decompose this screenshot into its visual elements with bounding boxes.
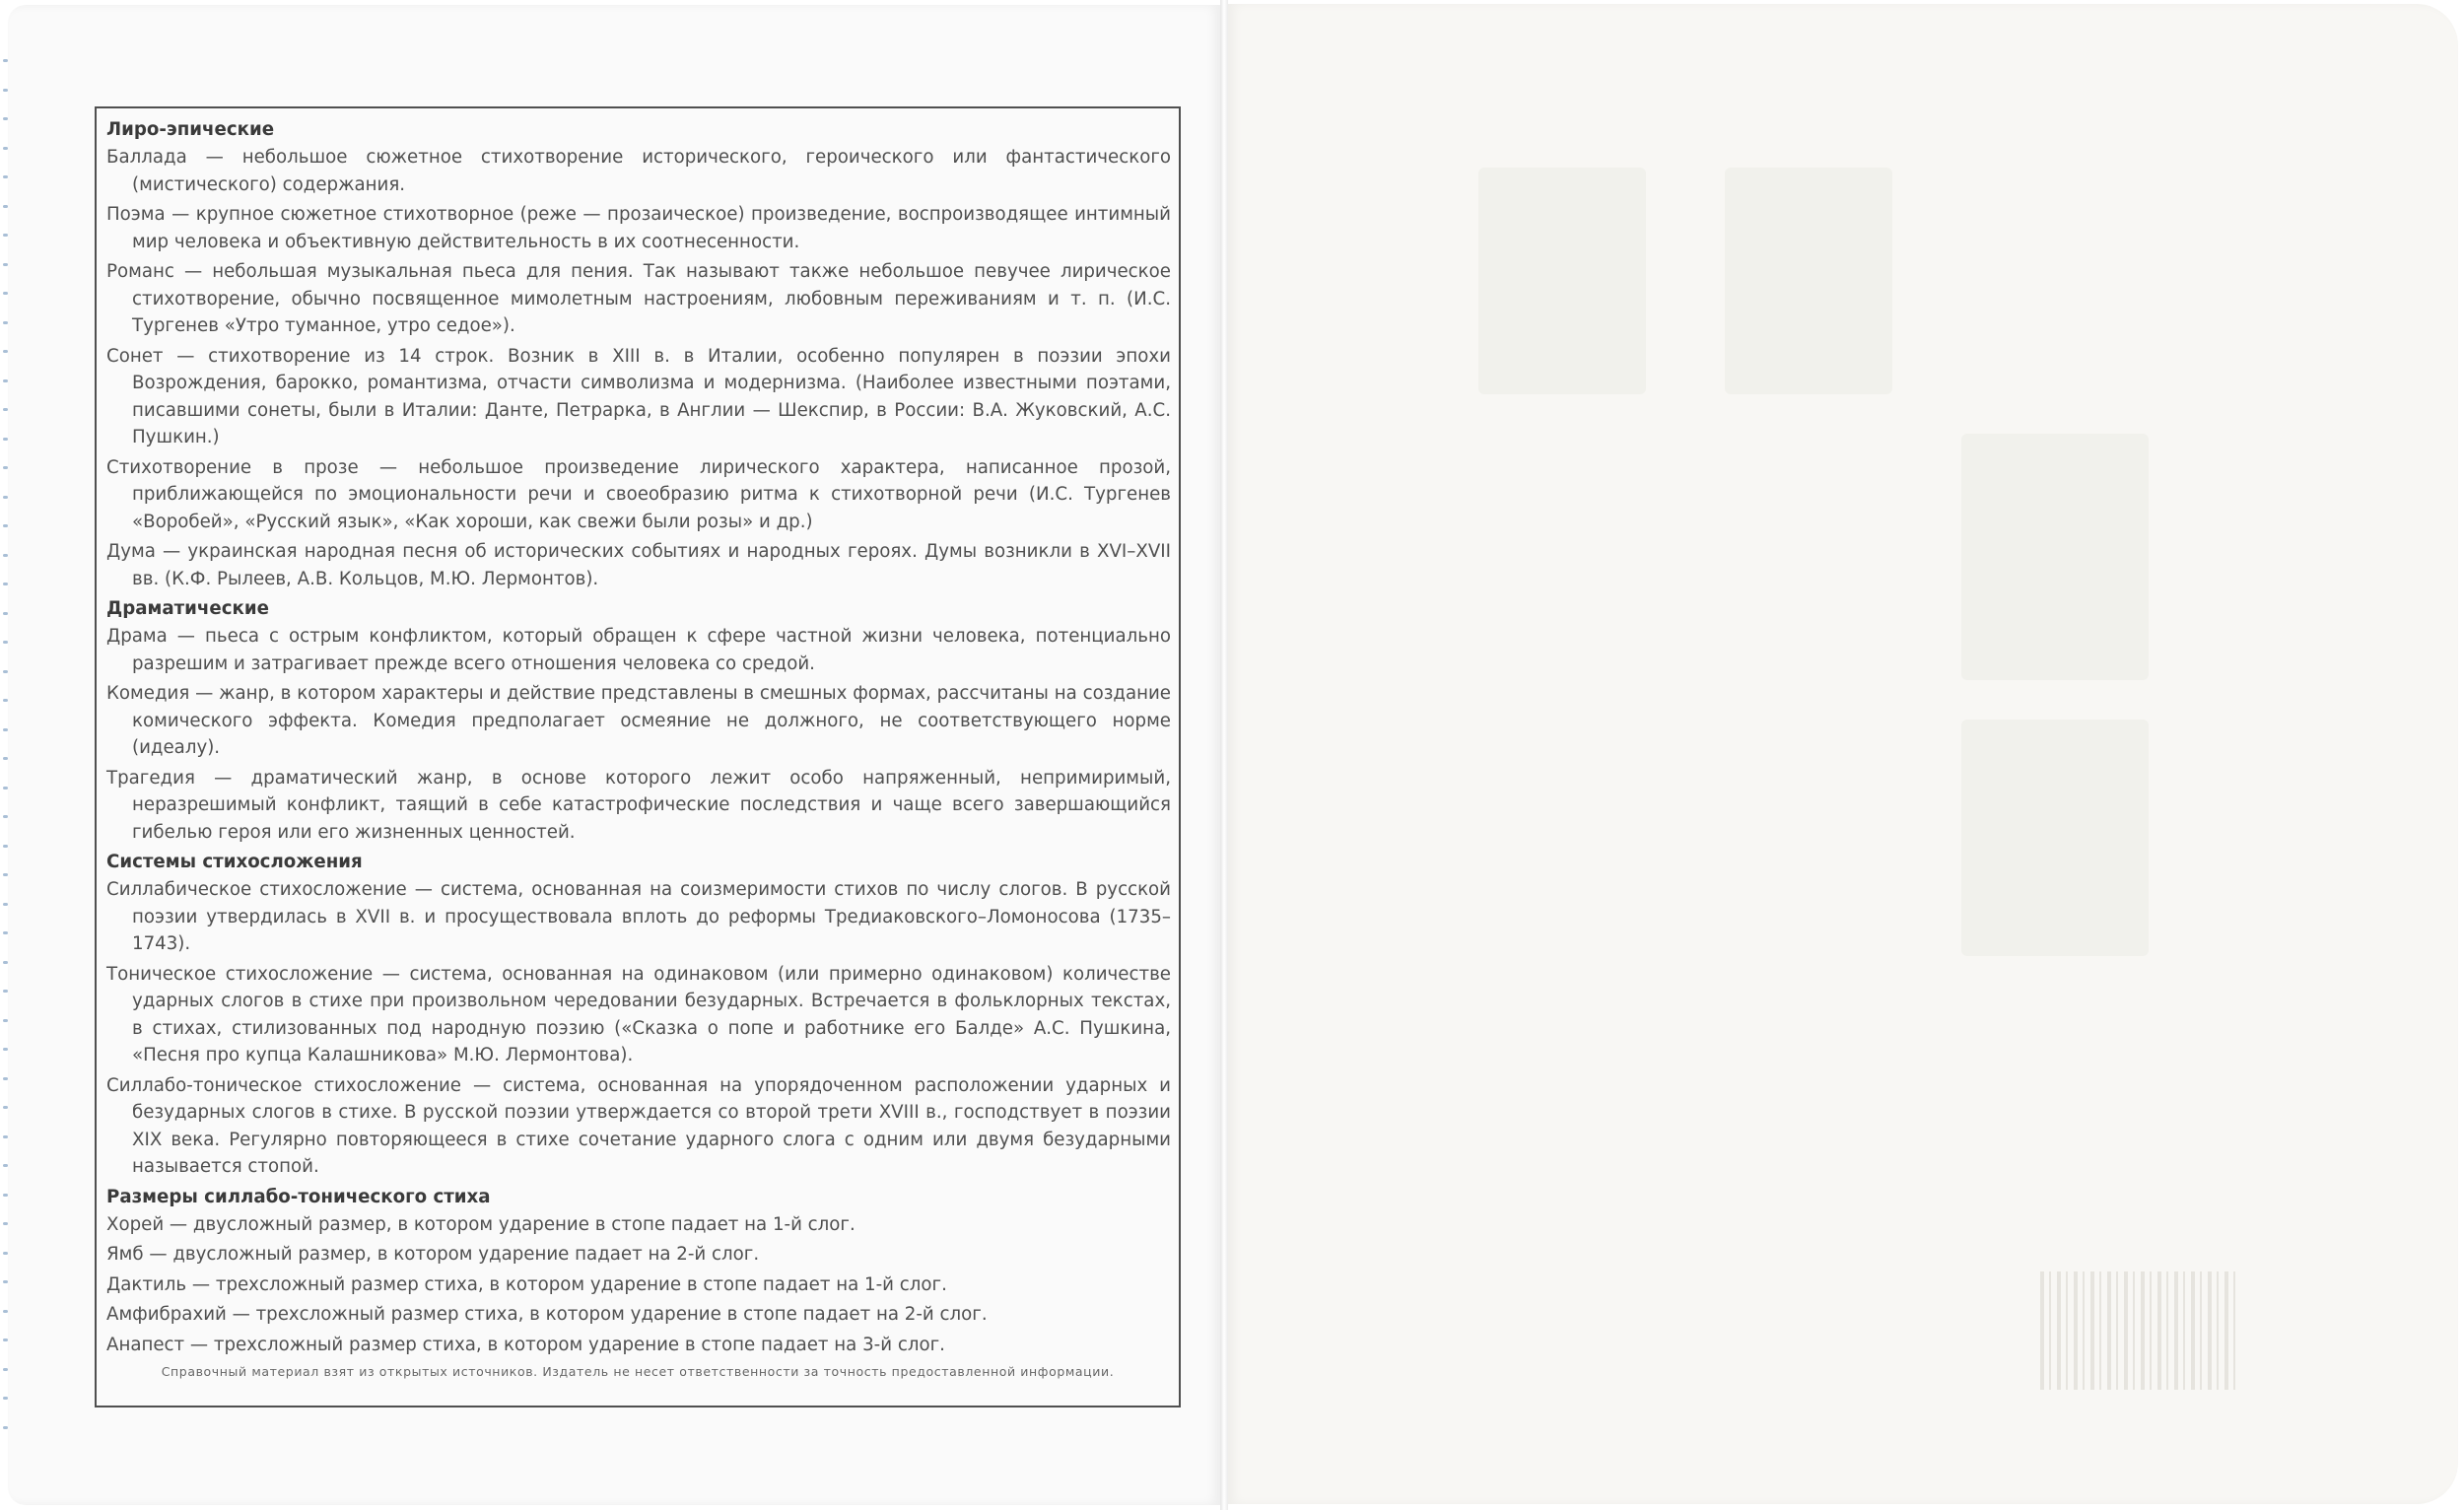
binding-hole — [3, 263, 8, 266]
disclaimer-text: Справочный материал взят из открытых источников. Издатель не несет ответственности за точность предоставленной информации. — [161, 1364, 1115, 1379]
binding-hole — [3, 1310, 8, 1313]
definition-paragraph: Драма — пьеса с острым конфликтом, который обращен к сфере частной жизни человека, потенциально разрешим и затрагивает прежде всего отношения человека со средой. — [106, 626, 1171, 674]
binding-hole — [3, 1164, 8, 1167]
binding-hole — [3, 612, 8, 615]
definition-paragraph: Ямб — двусложный размер, в котором ударение падает на 2-й слог. — [106, 1244, 760, 1265]
binding-hole — [3, 1106, 8, 1109]
definition-paragraph: Хорей — двусложный размер, в котором ударение в стопе падает на 1-й слог. — [106, 1213, 856, 1235]
binding-hole — [3, 990, 8, 993]
binding-hole — [3, 787, 8, 789]
binding-hole — [3, 728, 8, 731]
definition-paragraph: Баллада — небольшое сюжетное стихотворение исторического, героического или фантастического (мистического) содержания. — [106, 147, 1171, 195]
binding-hole — [3, 554, 8, 557]
binding-hole — [3, 321, 8, 324]
definition-paragraph: Амфибрахий — трехсложный размер стиха, в котором ударение в стопе падает на 2-й слог. — [106, 1304, 988, 1325]
definition-paragraph: Силлабо-тоническое стихосложение — система, основанная на упорядоченном расположении ударных и безударных слогов в стихе. В русской поэзии утверждается со второй трети XVIII в., господствует в поэзии XIX века. Регулярно повторяющееся в стихе сочетание ударного слога с одним или двумя безударными называется стопой. — [106, 1074, 1171, 1177]
definition-paragraph: Дума — украинская народная песня об исторических событиях и народных героях. Думы возникли в XVI–XVII вв. (К.Ф. Рылеев, А.В. Кольцов, М.Ю. Лермонтов). — [106, 541, 1171, 589]
binding-hole — [3, 1252, 8, 1255]
binding-hole — [3, 1194, 8, 1197]
section-versification — [106, 849, 1171, 1181]
definition-paragraph: Романс — небольшая музыкальная пьеса для пения. Так называют также небольшое певучее лирическое стихотворение, обычно посвященное мимолетным настроениям, любовным переживаниям и т. п. (И.С. Тургенев «Утро туманное, утро седое»). — [106, 261, 1171, 336]
binding-hole — [3, 89, 8, 92]
binding-hole — [3, 1368, 8, 1371]
binding-hole — [3, 466, 8, 469]
faded-cover-print — [1961, 720, 2149, 956]
binding-hole — [3, 873, 8, 876]
binding-hole — [3, 670, 8, 673]
definition-paragraph: Сонет — стихотворение из 14 строк. Возник в XIII в. в Италии, особенно популярен в поэзии эпохи Возрождения, барокко, романтизма, отчасти символизма и модернизма. (Наиболее известными поэтами, писавшими сонеты, были в Италии: Данте, Петрарка, в Англии — Шекспир, в России: В.А. Жуковский, А.С. Пушкин.) — [106, 345, 1171, 447]
binding-hole — [3, 1048, 8, 1051]
binding-hole — [3, 117, 8, 120]
binding-hole — [3, 961, 8, 964]
binding-hole — [3, 175, 8, 178]
definition-paragraph: Тоническое стихосложение — система, основанная на одинаковом (или примерно одинаковом) количестве ударных слогов в стихе при произвольном чередовании безударных. Встречается в фольклорных текстах, в стихах, стилизованных под народную поэзию («Сказка о попе и работнике его Балде» А.С. Пушкина, «Песня про купца Калашникова» М.Ю. Лермонтова). — [106, 963, 1171, 1065]
binding-hole — [3, 524, 8, 527]
binding-hole — [3, 205, 8, 208]
section-lyric-epic — [106, 116, 1171, 592]
section-heading: Размеры силлабо-тонического стиха — [106, 1186, 491, 1207]
definition-paragraph: Дактиль — трехсложный размер стиха, в котором ударение в стопе падает на 1-й слог. — [106, 1273, 947, 1295]
definition-paragraph: Трагедия — драматический жанр, в основе которого лежит особо напряженный, непримиримый, неразрешимый конфликт, таящий в себе катастрофические последствия и чаще всего завершающийся гибелью героя или его жизненных ценностей. — [106, 767, 1171, 843]
section-heading: Драматические — [106, 598, 269, 619]
faded-cover-print — [1725, 168, 1892, 394]
section-heading: Лиро-эпические — [106, 119, 275, 140]
binding-hole — [3, 379, 8, 382]
binding-hole — [3, 1397, 8, 1400]
binding-hole — [3, 496, 8, 499]
binding-hole — [3, 1019, 8, 1022]
binding-hole — [3, 292, 8, 295]
binding-hole — [3, 583, 8, 585]
binding-hole — [3, 438, 8, 441]
binding-hole — [3, 59, 8, 62]
binding-hole — [3, 845, 8, 848]
binding-hole — [3, 757, 8, 760]
binding-hole — [3, 1135, 8, 1138]
binding-hole — [3, 350, 8, 353]
binding-hole — [3, 147, 8, 150]
faded-cover-print — [1961, 434, 2149, 680]
definition-paragraph: Поэма — крупное сюжетное стихотворное (реже — прозаическое) произведение, воспроизводящее интимный мир человека и объективную действительность в их соотнесенности. — [106, 204, 1171, 252]
binding-hole — [3, 234, 8, 237]
binding-hole — [3, 408, 8, 411]
definition-paragraph: Стихотворение в прозе — небольшое произведение лирического характера, написанное прозой, приближающейся по эмоциональности речи и своеобразию ритма к стихотворной речи (И.С. Тургенев «Воробей», «Русский язык», «Как хороши, как свежи были розы» и др.) — [106, 456, 1171, 532]
binding-hole — [3, 699, 8, 702]
binding-hole — [3, 815, 8, 818]
definition-paragraph: Анапест — трехсложный размер стиха, в котором ударение в стопе падает на 3-й слог. — [106, 1334, 945, 1355]
binding-hole — [3, 1222, 8, 1225]
binding-hole — [3, 1338, 8, 1341]
binding-hole — [3, 903, 8, 906]
section-heading: Системы стихосложения — [106, 852, 363, 872]
section-meters — [106, 1184, 1171, 1359]
section-dramatic — [106, 595, 1171, 846]
binding-hole — [3, 931, 8, 934]
notebook-spine — [1220, 0, 1228, 1510]
reference-text — [106, 116, 1171, 1361]
binding-hole — [3, 1077, 8, 1080]
binding-hole — [3, 1426, 8, 1429]
definition-paragraph: Силлабическое стихосложение — система, основанная на соизмеримости стихов по числу слогов. В русской поэзии утвердилась в XVII в. и просуществовала вплоть до реформы Тредиаковского–Ломоносова (1735–1743). — [106, 879, 1171, 954]
spiral-binding — [0, 59, 14, 1459]
definition-paragraph: Комедия — жанр, в котором характеры и действие представлены в смешных формах, рассчитаны на создание комического эффекта. Комедия предполагает осмеяние не должного, не соответствующего норме (идеалу). — [106, 683, 1171, 758]
binding-hole — [3, 1280, 8, 1283]
binding-hole — [3, 641, 8, 644]
faded-cover-print — [1478, 168, 1646, 394]
faded-barcode — [2040, 1271, 2237, 1390]
